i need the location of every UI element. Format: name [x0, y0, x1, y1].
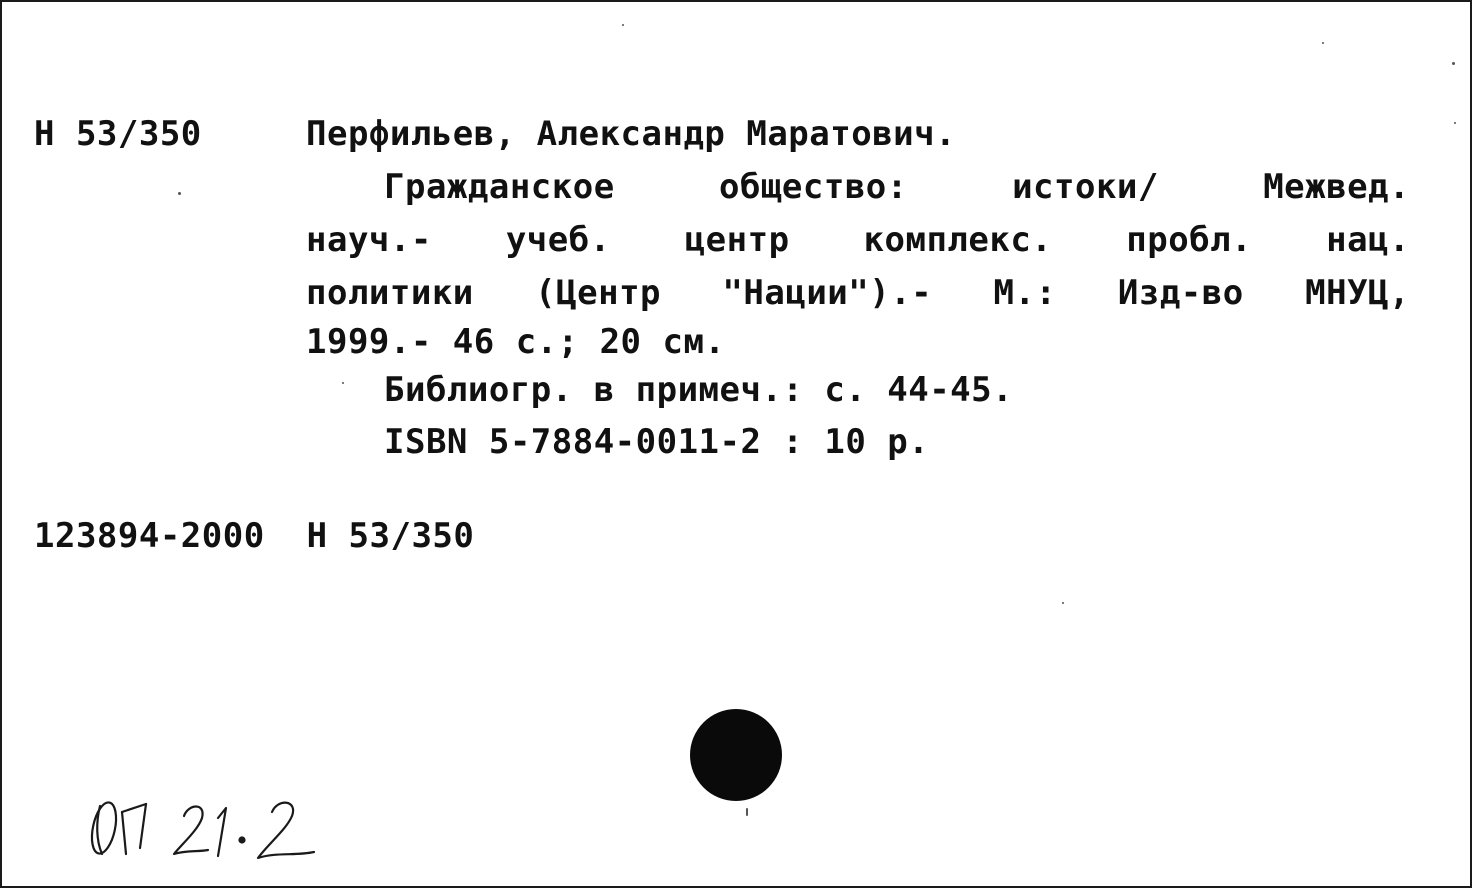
author-heading: Перфильев, Александр Маратович.	[306, 114, 957, 154]
title-line-2: науч.- учеб. центр комплекс. пробл. нац.	[306, 220, 1410, 260]
paper-speck	[342, 382, 344, 384]
paper-speck	[1062, 602, 1064, 604]
inventory-number: 123894-2000 Н 53/350	[34, 516, 475, 556]
paper-speck	[1454, 122, 1456, 124]
handwritten-code	[82, 792, 352, 872]
isbn-price: ISBN 5-7884-0011-2 : 10 р.	[384, 422, 930, 462]
paper-speck	[1452, 62, 1455, 65]
paper-speck	[622, 24, 624, 26]
paper-speck	[746, 808, 748, 816]
physical-description: 1999.- 46 с.; 20 см.	[306, 322, 726, 362]
title-line-1: Гражданское общество: истоки/ Межвед.	[384, 167, 1410, 207]
title-line-3: политики (Центр "Нации").- М.: Изд-во МНУЦ,	[306, 273, 1410, 313]
shelfmark: Н 53/350	[34, 114, 202, 154]
paper-speck	[178, 192, 181, 195]
punch-hole	[690, 709, 782, 801]
paper-speck	[1322, 42, 1324, 44]
bibliography-note: Библиогр. в примеч.: с. 44-45.	[384, 370, 1014, 410]
